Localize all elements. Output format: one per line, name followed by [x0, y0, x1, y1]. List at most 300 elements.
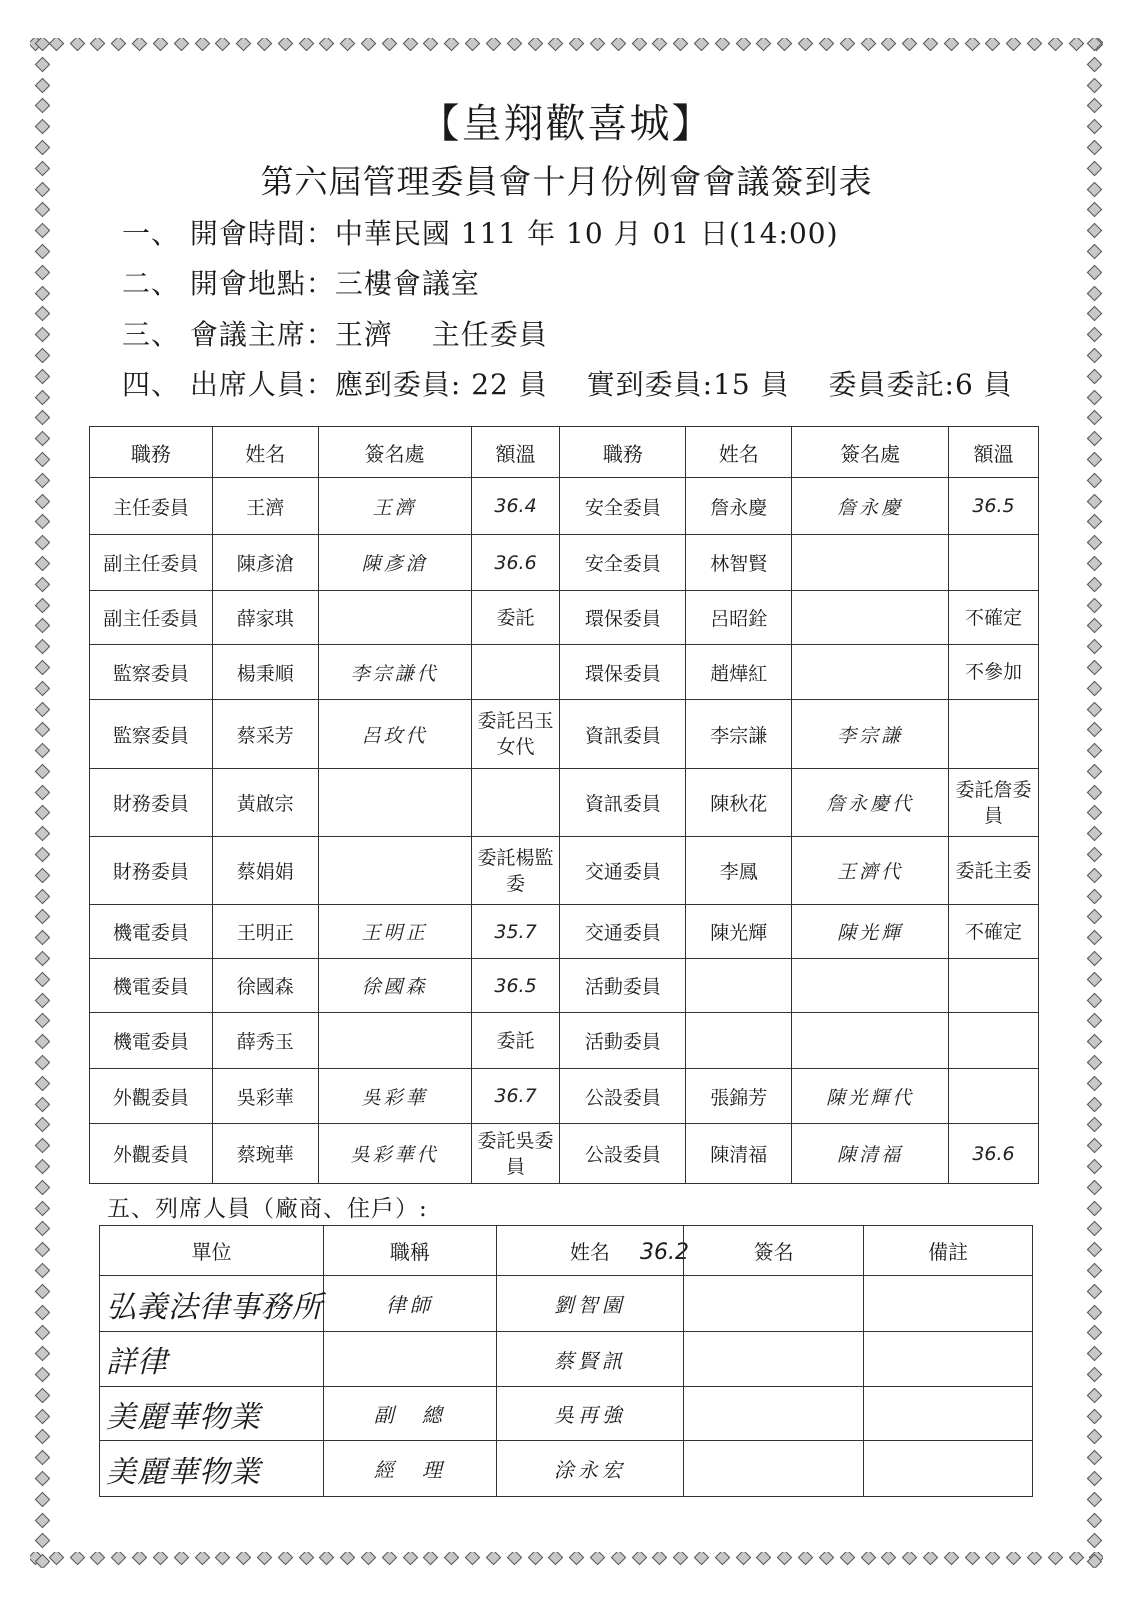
border-diamond — [34, 1221, 50, 1237]
border-diamond — [1086, 1325, 1102, 1341]
border-diamond — [257, 38, 273, 51]
border-diamond — [277, 38, 293, 51]
border-diamond — [132, 38, 148, 51]
border-diamond — [985, 38, 1001, 51]
cell-name-l: 黃啟宗 — [212, 769, 318, 837]
border-diamond — [1086, 909, 1102, 925]
border-diamond — [444, 1552, 460, 1565]
attendee-note — [864, 1332, 1033, 1387]
cell-role-r: 安全委員 — [560, 478, 686, 535]
border-diamond — [34, 264, 50, 280]
signature-sign-l: 吳彩華 — [318, 1069, 471, 1124]
cell-name-r: 張錦芳 — [686, 1069, 792, 1124]
border-diamond — [34, 514, 50, 530]
border-diamond — [777, 38, 793, 51]
border-diamond — [215, 38, 231, 51]
border-diamond — [715, 1552, 731, 1565]
attendees-table — [99, 1225, 1033, 1497]
border-diamond — [34, 1408, 50, 1424]
border-diamond — [34, 1034, 50, 1050]
border-diamond — [132, 1552, 148, 1565]
signature-sign-r: 詹永慶代 — [792, 769, 949, 837]
cell-name-l: 陳彥滄 — [212, 535, 318, 591]
border-diamond — [569, 38, 585, 51]
cell-name-l: 王濟 — [212, 478, 318, 535]
table-row — [90, 1013, 1039, 1069]
border-diamond — [1086, 1284, 1102, 1300]
border-diamond — [257, 1552, 273, 1565]
border-diamond — [1086, 431, 1102, 447]
border-diamond — [34, 1096, 50, 1112]
border-diamond — [34, 1076, 50, 1092]
border-diamond — [34, 535, 50, 551]
border-diamond — [506, 1552, 522, 1565]
cell-temp-l: 委託 — [471, 1013, 560, 1069]
signature-sign-l — [318, 837, 471, 905]
attendee-header-cell: 單位 — [100, 1226, 324, 1276]
cell-role-l: 副主任委員 — [90, 591, 213, 645]
attendee-row — [100, 1441, 1033, 1497]
table-header-cell: 簽名處 — [792, 427, 949, 478]
border-diamond — [1048, 1552, 1064, 1565]
cell-temp-r: 不參加 — [949, 645, 1039, 700]
border-diamond — [1068, 38, 1084, 51]
signature-sign-r: 陳光輝代 — [792, 1069, 949, 1124]
border-diamond — [34, 348, 50, 364]
cell-role-l: 副主任委員 — [90, 535, 213, 591]
border-diamond — [465, 38, 481, 51]
border-diamond — [34, 1367, 50, 1383]
border-diamond — [1086, 57, 1102, 73]
border-diamond — [1068, 1552, 1084, 1565]
attendee-title: 副 總 — [324, 1387, 497, 1441]
cell-name-r: 趙燁紅 — [686, 645, 792, 700]
cell-temp-r: 36.5 — [949, 478, 1039, 535]
border-diamond — [590, 1552, 606, 1565]
border-diamond — [943, 1552, 959, 1565]
border-diamond — [506, 38, 522, 51]
border-diamond — [34, 1242, 50, 1258]
attendee-row — [100, 1387, 1033, 1441]
cell-role-l: 主任委員 — [90, 478, 213, 535]
border-diamond — [34, 1429, 50, 1445]
border-diamond — [34, 805, 50, 821]
border-diamond — [1086, 972, 1102, 988]
cell-temp-l: 委託吳委員 — [471, 1124, 560, 1184]
border-diamond — [1086, 493, 1102, 509]
border-diamond — [735, 1552, 751, 1565]
border-diamond — [465, 1552, 481, 1565]
border-diamond — [34, 1325, 50, 1341]
attendee-unit: 美麗華物業 — [100, 1441, 324, 1497]
border-diamond — [1086, 410, 1102, 426]
attendee-title: 經 理 — [324, 1441, 497, 1497]
border-diamond — [34, 618, 50, 634]
attendee-name: 吳再強 — [496, 1387, 683, 1441]
border-diamond — [527, 38, 543, 51]
border-diamond — [1086, 680, 1102, 696]
cell-name-r: 林智賢 — [686, 535, 792, 591]
border-diamond — [527, 1552, 543, 1565]
border-diamond — [1086, 826, 1102, 842]
border-diamond — [610, 38, 626, 51]
border-diamond — [34, 909, 50, 925]
table-row — [90, 645, 1039, 700]
attendee-sign — [683, 1387, 863, 1441]
border-diamond — [402, 38, 418, 51]
table-header-cell: 姓名 — [686, 427, 792, 478]
border-diamond — [1086, 368, 1102, 384]
cell-name-l: 王明正 — [212, 905, 318, 959]
border-diamond — [34, 743, 50, 759]
border-diamond — [34, 868, 50, 884]
cell-role-l: 外觀委員 — [90, 1124, 213, 1184]
border-diamond — [1086, 701, 1102, 717]
cell-role-l: 財務委員 — [90, 769, 213, 837]
cell-role-r: 資訊委員 — [560, 700, 686, 769]
border-diamond — [34, 306, 50, 322]
border-diamond — [298, 38, 314, 51]
cell-temp-r — [949, 700, 1039, 769]
cell-name-r: 詹永慶 — [686, 478, 792, 535]
cell-temp-r — [949, 959, 1039, 1013]
attendee-unit: 美麗華物業 — [100, 1387, 324, 1441]
border-diamond — [1027, 38, 1043, 51]
border-diamond — [34, 223, 50, 239]
border-diamond — [319, 1552, 335, 1565]
border-diamond — [277, 1552, 293, 1565]
border-diamond — [34, 576, 50, 592]
border-diamond — [902, 1552, 918, 1565]
border-diamond — [194, 1552, 210, 1565]
table-header-cell: 職務 — [560, 427, 686, 478]
attendee-header-cell: 備註 — [864, 1226, 1033, 1276]
border-diamond — [34, 493, 50, 509]
signature-sign-l — [318, 769, 471, 837]
border-diamond — [486, 38, 502, 51]
border-diamond — [34, 888, 50, 904]
border-diamond — [964, 38, 980, 51]
border-diamond — [34, 1200, 50, 1216]
border-diamond — [69, 38, 85, 51]
cell-name-r — [686, 1013, 792, 1069]
border-diamond — [1086, 1554, 1102, 1568]
attendee-header-cell: 簽名 — [683, 1226, 863, 1276]
border-diamond — [34, 285, 50, 301]
cell-name-l: 徐國森 — [212, 959, 318, 1013]
border-diamond — [673, 1552, 689, 1565]
border-diamond — [361, 1552, 377, 1565]
border-diamond — [34, 764, 50, 780]
border-diamond — [194, 38, 210, 51]
border-diamond — [34, 1263, 50, 1279]
border-diamond — [1086, 618, 1102, 634]
border-diamond — [153, 38, 169, 51]
cell-role-l: 機電委員 — [90, 1013, 213, 1069]
border-diamond — [34, 472, 50, 488]
border-diamond — [715, 38, 731, 51]
border-diamond — [34, 1533, 50, 1549]
border-diamond — [1086, 1055, 1102, 1071]
attendee-row — [100, 1332, 1033, 1387]
border-top — [30, 38, 1103, 54]
border-diamond — [1086, 660, 1102, 676]
signature-sign-l — [318, 591, 471, 645]
border-diamond — [569, 1552, 585, 1565]
border-diamond — [1086, 1367, 1102, 1383]
cell-name-r: 李鳳 — [686, 837, 792, 905]
border-diamond — [34, 1055, 50, 1071]
border-diamond — [34, 368, 50, 384]
border-diamond — [631, 38, 647, 51]
signature-sign-l: 徐國森 — [318, 959, 471, 1013]
signature-sign-r — [792, 645, 949, 700]
border-diamond — [943, 38, 959, 51]
signature-sign-r: 李宗謙 — [792, 700, 949, 769]
table-row — [90, 837, 1039, 905]
committee-signin-table — [89, 426, 1039, 1184]
border-diamond — [49, 38, 65, 51]
border-diamond — [1086, 784, 1102, 800]
table-header-cell: 額溫 — [949, 427, 1039, 478]
border-diamond — [34, 389, 50, 405]
border-diamond — [1086, 1263, 1102, 1279]
border-diamond — [1086, 202, 1102, 218]
attendee-sign — [683, 1332, 863, 1387]
attendee-title: 律師 — [324, 1276, 497, 1332]
attendee-sign — [683, 1441, 863, 1497]
border-diamond — [756, 38, 772, 51]
border-diamond — [1086, 1013, 1102, 1029]
attendee-name: 劉智園 — [496, 1276, 683, 1332]
border-diamond — [923, 38, 939, 51]
border-diamond — [1086, 764, 1102, 780]
border-diamond — [1086, 1180, 1102, 1196]
border-diamond — [839, 1552, 855, 1565]
attendee-name: 涂永宏 — [496, 1441, 683, 1497]
border-diamond — [590, 38, 606, 51]
table-row — [90, 769, 1039, 837]
cell-temp-l: 36.5 — [471, 959, 560, 1013]
border-diamond — [548, 1552, 564, 1565]
cell-name-l: 吳彩華 — [212, 1069, 318, 1124]
border-diamond — [361, 38, 377, 51]
cell-name-r: 李宗謙 — [686, 700, 792, 769]
table-row — [90, 535, 1039, 591]
cell-name-l: 楊秉順 — [212, 645, 318, 700]
border-diamond — [34, 639, 50, 655]
border-diamond — [1086, 1408, 1102, 1424]
border-diamond — [90, 1552, 106, 1565]
border-diamond — [1086, 77, 1102, 93]
cell-temp-r — [949, 1069, 1039, 1124]
cell-role-l: 外觀委員 — [90, 1069, 213, 1124]
table-header-cell: 額溫 — [471, 427, 560, 478]
info-meeting-time: 一、 開會時間：中華民國 111 年 10 月 01 日(14:00) — [122, 217, 839, 250]
border-diamond — [1086, 743, 1102, 759]
border-diamond — [1086, 576, 1102, 592]
border-diamond — [1086, 514, 1102, 530]
border-diamond — [236, 38, 252, 51]
border-diamond — [1086, 38, 1102, 51]
border-diamond — [1086, 306, 1102, 322]
info-attendance: 四、 出席人員：應到委員: 22 員 實到委員:15 員 委員委託:6 員 — [122, 368, 1013, 401]
document-subtitle: 第六屆管理委員會十月份例會會議簽到表 — [260, 162, 873, 201]
attendee-header-cell: 職稱 — [324, 1226, 497, 1276]
border-diamond — [34, 1013, 50, 1029]
border-diamond — [34, 701, 50, 717]
border-diamond — [735, 38, 751, 51]
signature-sign-l: 陳彥滄 — [318, 535, 471, 591]
cell-role-l: 財務委員 — [90, 837, 213, 905]
border-diamond — [34, 556, 50, 572]
border-diamond — [1086, 1429, 1102, 1445]
cell-temp-r: 不確定 — [949, 591, 1039, 645]
border-diamond — [819, 38, 835, 51]
attendee-note — [864, 1387, 1033, 1441]
table-row — [90, 1124, 1039, 1184]
attendee-row — [100, 1276, 1033, 1332]
border-diamond — [34, 1471, 50, 1487]
cell-role-r: 安全委員 — [560, 535, 686, 591]
attendees-heading: 五、列席人員（廠商、住戶）: — [107, 1196, 428, 1222]
border-diamond — [69, 1552, 85, 1565]
border-diamond — [111, 38, 127, 51]
border-diamond — [111, 1552, 127, 1565]
cell-role-l: 監察委員 — [90, 700, 213, 769]
cell-temp-l: 36.4 — [471, 478, 560, 535]
border-diamond — [881, 1552, 897, 1565]
table-row — [90, 1069, 1039, 1124]
attendee-sign — [683, 1276, 863, 1332]
border-diamond — [1086, 264, 1102, 280]
border-diamond — [694, 1552, 710, 1565]
border-diamond — [34, 597, 50, 613]
border-diamond — [34, 410, 50, 426]
attendee-name: 蔡賢訊 — [496, 1332, 683, 1387]
name-header-note: 36.2 — [640, 1240, 689, 1265]
border-diamond — [964, 1552, 980, 1565]
table-header-cell: 姓名 — [212, 427, 318, 478]
border-diamond — [34, 431, 50, 447]
cell-role-r: 交通委員 — [560, 905, 686, 959]
border-right — [1086, 38, 1102, 1568]
border-diamond — [1086, 847, 1102, 863]
attendee-note — [864, 1441, 1033, 1497]
table-row — [90, 905, 1039, 959]
border-diamond — [34, 784, 50, 800]
border-diamond — [1086, 888, 1102, 904]
info-meeting-location: 二、 開會地點：三樓會議室 — [122, 267, 480, 300]
border-diamond — [1086, 1450, 1102, 1466]
border-diamond — [1086, 244, 1102, 260]
border-diamond — [173, 1552, 189, 1565]
cell-name-l: 蔡采芳 — [212, 700, 318, 769]
signature-sign-r: 陳清福 — [792, 1124, 949, 1184]
border-diamond — [652, 38, 668, 51]
signature-sign-r: 王濟代 — [792, 837, 949, 905]
border-diamond — [777, 1552, 793, 1565]
border-diamond — [236, 1552, 252, 1565]
border-diamond — [1086, 1034, 1102, 1050]
cell-temp-l: 36.7 — [471, 1069, 560, 1124]
border-diamond — [1086, 597, 1102, 613]
cell-temp-r: 委託詹委員 — [949, 769, 1039, 837]
border-diamond — [34, 244, 50, 260]
border-diamond — [631, 1552, 647, 1565]
border-diamond — [34, 1512, 50, 1528]
cell-temp-l: 委託楊監委 — [471, 837, 560, 905]
border-diamond — [34, 1159, 50, 1175]
border-diamond — [860, 38, 876, 51]
border-diamond — [548, 38, 564, 51]
border-diamond — [34, 951, 50, 967]
border-diamond — [34, 930, 50, 946]
attendee-header-cell: 姓名 — [496, 1226, 683, 1276]
signature-sign-l — [318, 1013, 471, 1069]
border-diamond — [34, 1492, 50, 1508]
border-diamond — [902, 38, 918, 51]
border-diamond — [34, 972, 50, 988]
border-diamond — [1086, 327, 1102, 343]
border-diamond — [798, 1552, 814, 1565]
attendee-note — [864, 1276, 1033, 1332]
border-diamond — [1086, 1138, 1102, 1154]
border-diamond — [694, 38, 710, 51]
border-diamond — [1086, 1200, 1102, 1216]
cell-temp-l: 委託 — [471, 591, 560, 645]
border-diamond — [610, 1552, 626, 1565]
border-diamond — [1086, 1304, 1102, 1320]
border-diamond — [1086, 1221, 1102, 1237]
cell-name-r: 陳清福 — [686, 1124, 792, 1184]
cell-temp-r: 不確定 — [949, 905, 1039, 959]
border-diamond — [923, 1552, 939, 1565]
border-diamond — [423, 38, 439, 51]
border-diamond — [34, 1450, 50, 1466]
signature-sign-l: 王明正 — [318, 905, 471, 959]
table-row — [90, 700, 1039, 769]
cell-role-r: 活動委員 — [560, 1013, 686, 1069]
border-diamond — [673, 38, 689, 51]
attendee-unit: 詳律 — [100, 1332, 324, 1387]
cell-role-l: 機電委員 — [90, 959, 213, 1013]
border-diamond — [985, 1552, 1001, 1565]
border-diamond — [1086, 389, 1102, 405]
border-diamond — [1086, 639, 1102, 655]
border-diamond — [1086, 1346, 1102, 1362]
border-diamond — [382, 38, 398, 51]
border-bottom — [30, 1552, 1103, 1568]
border-diamond — [1086, 1388, 1102, 1404]
border-diamond — [1086, 805, 1102, 821]
border-diamond — [1086, 992, 1102, 1008]
border-diamond — [1086, 472, 1102, 488]
signature-sign-r: 詹永慶 — [792, 478, 949, 535]
border-diamond — [1086, 722, 1102, 738]
cell-temp-l: 委託呂玉女代 — [471, 700, 560, 769]
attendee-unit: 弘義法律事務所 — [100, 1276, 324, 1332]
border-diamond — [34, 1180, 50, 1196]
signature-sign-l: 王濟 — [318, 478, 471, 535]
border-diamond — [34, 660, 50, 676]
border-diamond — [756, 1552, 772, 1565]
border-diamond — [1086, 1512, 1102, 1528]
table-header-cell: 簽名處 — [318, 427, 471, 478]
border-diamond — [34, 1138, 50, 1154]
border-diamond — [173, 38, 189, 51]
cell-temp-r: 36.6 — [949, 1124, 1039, 1184]
